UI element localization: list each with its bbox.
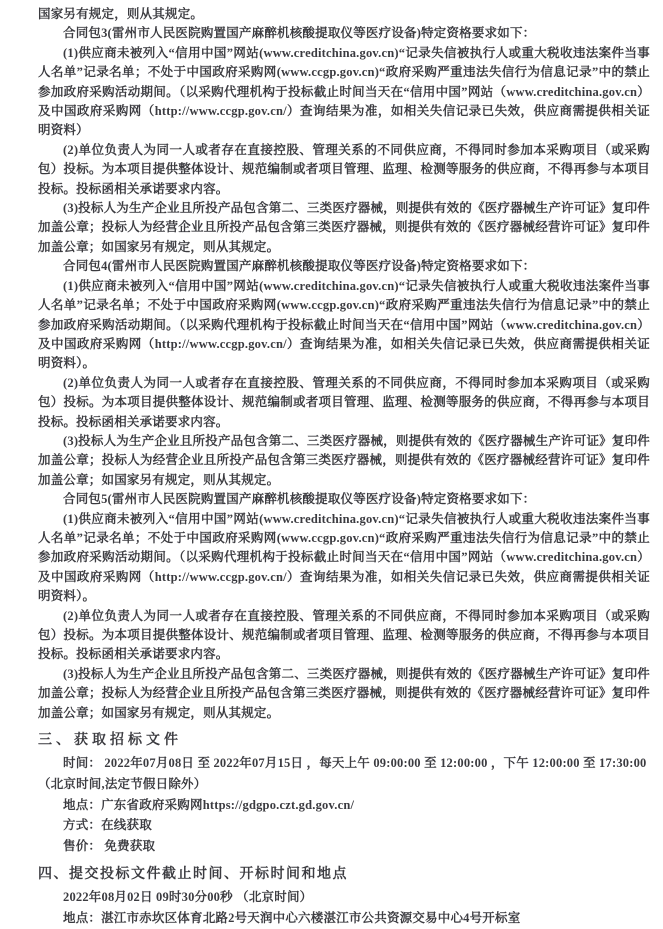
section3-method-line: 方式：在线获取 [63, 818, 152, 833]
section3-price-line: 售价： 免费获取 [63, 839, 156, 854]
section4-deadline-line: 2022年08月02日 09时30分00秒 （北京时间） [63, 890, 313, 905]
package3-requirement-1: (1)供应商未被列入“信用中国”网站(www.creditchina.gov.cn)“记录失信被执行人或重大税收违法案件当事人名单”记录名单；不处于中国政府采购网(www.ccgp.gov.cn)“政府采购严重违法失信行为信息记录”中的禁止参加政府采购活动期间。（以采购代理机构于投标截止时间当天在“信用中国”网站（www.creditchina.gov.cn）及中国政府采购网（http://www.ccgp.gov.cn/）查询结果为准，如相关失信记录已失效，供应商需提供相关证明资料） [38, 45, 650, 138]
package3-heading: 合同包3(雷州市人民医院购置国产麻醉机核酸提取仪等医疗设备)特定资格要求如下： [63, 26, 536, 41]
package4-requirement-2: (2)单位负责人为同一人或者存在直接控股、管理关系的不同供应商，不得同时参加本采购项目（或采购包）投标。为本项目提供整体设计、规范编制或者项目管理、监理、检测等服务的供应商，不得再参与本项目投标。投标函相关承诺要求内容。 [38, 375, 650, 429]
package5-requirement-2: (2)单位负责人为同一人或者存在直接控股、管理关系的不同供应商，不得同时参加本采购项目（或采购包）投标。为本项目提供整体设计、规范编制或者项目管理、监理、检测等服务的供应商，不得再参与本项目投标。投标函相关承诺要求内容。 [38, 608, 650, 662]
section4-location-line: 地点：湛江市赤坎区体育北路2号天润中心六楼湛江市公共资源交易中心4号开标室 [63, 910, 521, 925]
section3-time-line: 时间： 2022年07月08日 至 2022年07月15日 ，每天上午 09:00:00 至 12:00:00 ，下午 12:00:00 至 17:30:00 [63, 756, 647, 771]
paragraph-prev-continuation: 国家另有规定，则从其规定。 [38, 7, 204, 21]
section-obtain-bid-documents [38, 730, 650, 857]
package5-requirement-1: (1)供应商未被列入“信用中国”网站(www.creditchina.gov.cn)“记录失信被执行人或重大税收违法案件当事人名单”记录名单；不处于中国政府采购网(www.ccgp.gov.cn)“政府采购严重违法失信行为信息记录”中的禁止参加政府采购活动期间。（以采购代理机构于投标截止时间当天在“信用中国”网站（www.creditchina.gov.cn）及中国政府采购网（http://www.ccgp.gov.cn/）查询结果为准，如相关失信记录已失效，供应商需提供相关证明资料）。 [38, 511, 650, 604]
package5-heading: 合同包5(雷州市人民医院购置国产麻醉机核酸提取仪等医疗设备)特定资格要求如下： [63, 492, 536, 507]
package3-requirement-2: (2)单位负责人为同一人或者存在直接控股、管理关系的不同供应商，不得同时参加本采购项目（或采购包）投标。为本项目提供整体设计、规范编制或者项目管理、监理、检测等服务的供应商，不得再参与本项目投标。投标函相关承诺要求内容。 [38, 142, 650, 196]
package4-requirement-1: (1)供应商未被列入“信用中国”网站(www.creditchina.gov.cn)“记录失信被执行人或重大税收违法案件当事人名单”记录名单；不处于中国政府采购网(www.ccgp.gov.cn)“政府采购严重违法失信行为信息记录”中的禁止参加政府采购活动期间。（以采购代理机构于投标截止时间当天在“信用中国”网站（www.creditchina.gov.cn）及中国政府采购网（http://www.ccgp.gov.cn/）查询结果为准，如相关失信记录已失效，供应商需提供相关证明资料）。 [38, 278, 650, 371]
section3-time-note: （北京时间,法定节假日除外） [38, 776, 207, 791]
section3-heading: 三、获取招标文件 [38, 733, 182, 749]
package3-requirement-3: (3)投标人为生产企业且所投产品包含第二、三类医疗器械，则提供有效的《医疗器械生产许可证》复印件加盖公章；投标人为经营企业且所投产品包含第三类医疗器械，则提供有效的《医疗器械经营许可证》复印件加盖公章；如国家另有规定，则从其规定。 [38, 201, 650, 254]
package4-heading: 合同包4(雷州市人民医院购置国产麻醉机核酸提取仪等医疗设备)特定资格要求如下： [63, 259, 536, 274]
package5-requirement-3: (3)投标人为生产企业且所投产品包含第二、三类医疗器械，则提供有效的《医疗器械生产许可证》复印件加盖公章；投标人为经营企业且所投产品包含第三类医疗器械，则提供有效的《医疗器械经营许可证》复印件加盖公章；如国家另有规定，则从其规定。 [38, 666, 650, 720]
qualification-requirements-body [38, 5, 650, 723]
package4-requirement-3: (3)投标人为生产企业且所投产品包含第二、三类医疗器械，则提供有效的《医疗器械生产许可证》复印件加盖公章；投标人为经营企业且所投产品包含第三类医疗器械，则提供有效的《医疗器械经营许可证》复印件加盖公章；如国家另有规定，则从其规定。 [38, 433, 650, 487]
section-bid-submission-and-opening [38, 864, 650, 929]
section4-heading: 四、提交投标文件截止时间、开标时间和地点 [38, 867, 348, 883]
section3-location-line: 地点：广东省政府采购网https://gdgpo.czt.gd.gov.cn/ [63, 797, 355, 812]
